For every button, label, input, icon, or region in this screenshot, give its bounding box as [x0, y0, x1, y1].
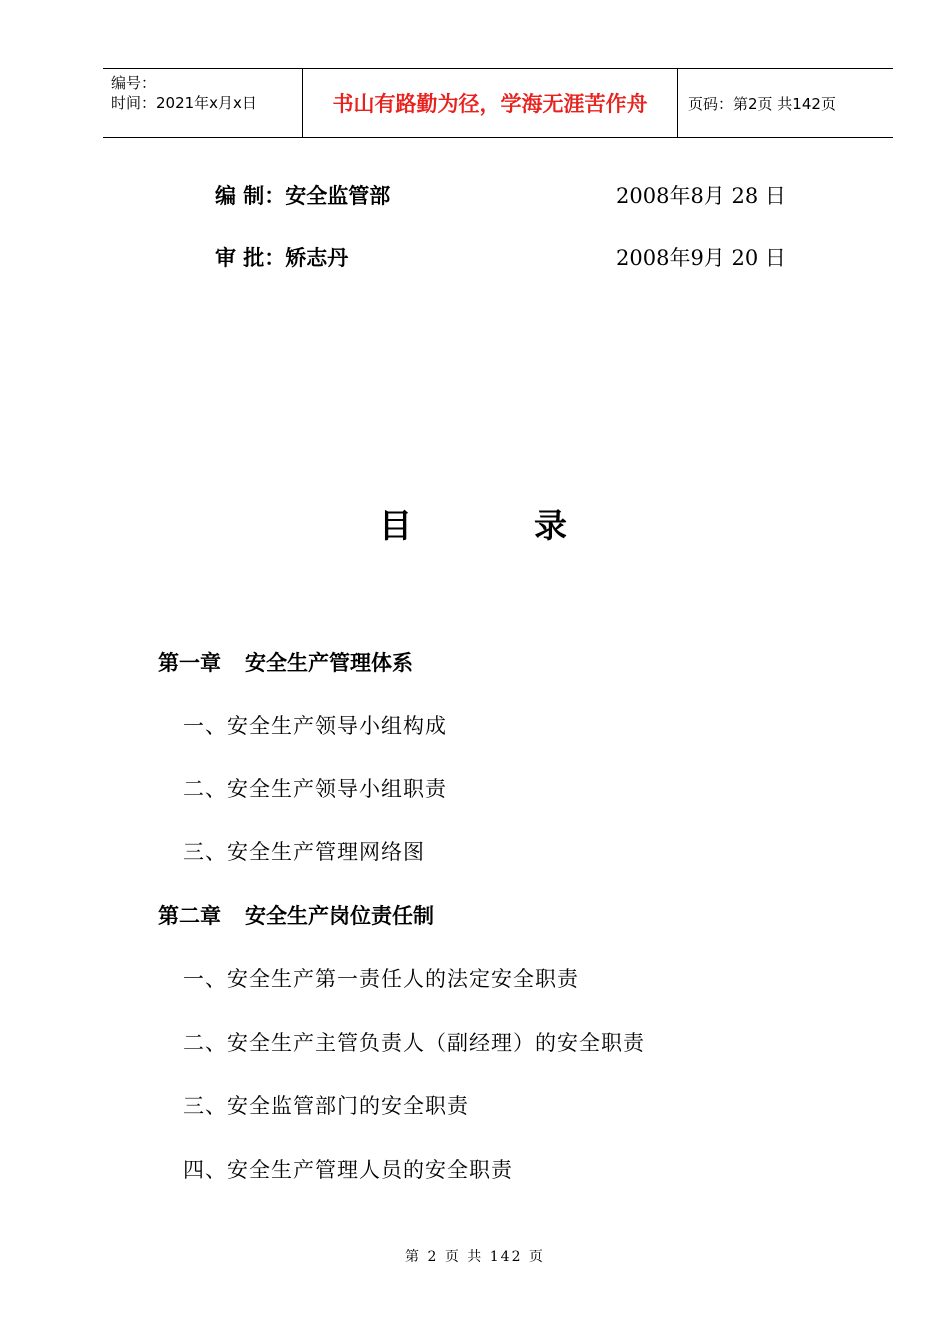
chapter-title: 安全生产管理体系 — [245, 651, 413, 675]
page-footer: 第 2 页 共 142 页 — [405, 1249, 545, 1265]
approver-label: 审 批：矫志丹 — [215, 246, 349, 270]
compiler-label: 编 制：安全监管部 — [215, 184, 391, 208]
chapter-title: 安全生产岗位责任制 — [245, 904, 434, 928]
compiler-date: 2008年8月 28 日 — [616, 184, 786, 208]
chapter-number: 第一章 — [158, 651, 221, 675]
toc-chapter-2[interactable] — [158, 900, 434, 930]
header-page-code: 页码：第2页 共142页 — [688, 94, 836, 113]
toc-item[interactable]: 一、安全生产第一责任人的法定安全职责 — [183, 967, 579, 991]
toc-item[interactable]: 三、安全监管部门的安全职责 — [183, 1094, 469, 1118]
toc-item[interactable]: 一、安全生产领导小组构成 — [183, 714, 447, 738]
toc-item[interactable]: 二、安全生产主管负责人（副经理）的安全职责 — [183, 1031, 645, 1055]
page-header — [103, 68, 893, 138]
toc-item[interactable]: 二、安全生产领导小组职责 — [183, 777, 447, 801]
toc-chapter-1[interactable] — [158, 647, 413, 677]
toc-title — [0, 500, 950, 547]
header-motto: 书山有路勤为径，学海无涯苦作舟 — [303, 69, 678, 137]
time-label: 时间：2021年x月x日 — [111, 94, 257, 112]
number-label: 编号： — [111, 74, 157, 92]
toc-item[interactable]: 四、安全生产管理人员的安全职责 — [183, 1158, 513, 1182]
approver-date: 2008年9月 20 日 — [616, 246, 786, 270]
header-meta — [103, 69, 303, 137]
toc-title-left: 目 — [379, 506, 416, 545]
toc-item[interactable]: 三、安全生产管理网络图 — [183, 840, 425, 864]
chapter-number: 第二章 — [158, 904, 221, 928]
toc-title-right: 录 — [534, 506, 571, 545]
